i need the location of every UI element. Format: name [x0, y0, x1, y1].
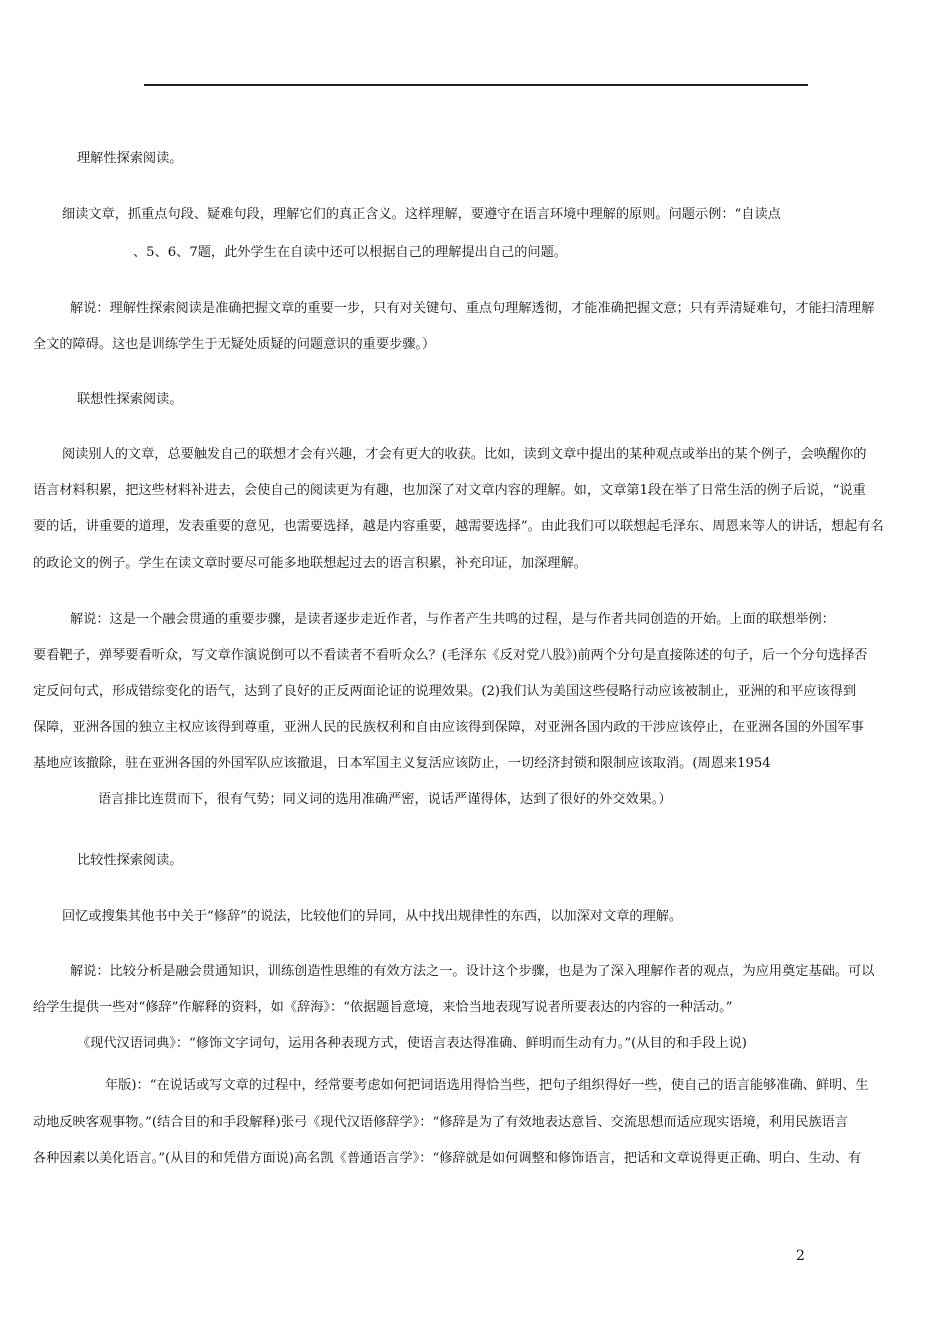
heading-comparison-reading: 比较性探索阅读。: [77, 853, 183, 868]
paragraph-line: 解说：理解性探索阅读是准确把握文章的重要一步，只有对关键句、重点句理解透彻，才能准确把握文意；只有弄清疑难句，才能扫清理解: [70, 301, 875, 316]
paragraph-line: 要看靶子，弹琴要看听众，写文章作演说倒可以不看读者不看听众么？(毛泽东《反对党八股》)前两个分句是直接陈述的句子，后一个分句选择否: [33, 648, 868, 663]
paragraph-line: 保障，亚洲各国的独立主权应该得到尊重，亚洲人民的民族权利和自由应该得到保障，对亚洲各国内政的干涉应该停止，在亚洲各国的外国军事: [33, 720, 864, 735]
paragraph-line: 动地反映客观事物。”(结合目的和手段解释)张弓《现代汉语修辞学》：“修辞是为了有效地表达意旨、交流思想而适应现实语境，利用民族语言: [33, 1115, 849, 1130]
paragraph-line: 、5、6、7题，此外学生在自读中还可以根据自己的理解提出自己的问题。: [133, 245, 567, 260]
paragraph-line: 《现代汉语词典》：“修饰文字词句，运用各种表现方式，使语言表达得准确、鲜明而生动有力。”(从目的和手段上说): [77, 1036, 747, 1051]
paragraph-line: 细读文章，抓重点句段、疑难句段，理解它们的真正含义。这样理解，要遵守在语言环境中理解的原则。问题示例：“自读点: [62, 207, 781, 222]
paragraph-line: 基地应该撤除，驻在亚洲各国的外国军队应该撤退，日本军国主义复活应该防止，一切经济封锁和限制应该取消。(周恩来1954: [33, 756, 771, 771]
paragraph-line: 语言材料积累，把这些材料补进去，会使自己的阅读更为有趣，也加深了对文章内容的理解。如，文章第1段在举了日常生活的例子后说，“说重: [33, 483, 866, 498]
paragraph-line: 解说：这是一个融会贯通的重要步骤，是读者逐步走近作者，与作者产生共鸣的过程，是与作者共同创造的开始。上面的联想举例：: [70, 612, 835, 627]
header-rule: [144, 84, 808, 86]
paragraph-line: 阅读别人的文章，总要触发自己的联想才会有兴趣，才会有更大的收获。比如，读到文章中提出的某种观点或举出的某个例子，会唤醒你的: [62, 447, 867, 462]
paragraph-line: 语言排比连贯而下，很有气势；同义词的选用准确严密，说话严谨得体，达到了很好的外交效果。）: [98, 792, 672, 807]
heading-association-reading: 联想性探索阅读。: [77, 392, 183, 407]
paragraph-line: 要的话，讲重要的道理，发表重要的意见，也需要选择，越是内容重要，越需要选择”。由此我们可以联想起毛泽东、周恩来等人的讲话，想起有名: [33, 519, 884, 534]
paragraph-line: 解说：比较分析是融会贯通知识，训练创造性思维的有效方法之一。设计这个步骤，也是为了深入理解作者的观点，为应用奠定基础。可以: [70, 964, 875, 979]
heading-comprehension-reading: 理解性探索阅读。: [77, 151, 183, 166]
page-number: 2: [796, 1248, 805, 1264]
paragraph-line: 回忆或搜集其他书中关于“修辞”的说法，比较他们的异同，从中找出规律性的东西，以加深对文章的理解。: [62, 909, 683, 924]
paragraph-line: 全文的障碍。这也是训练学生于无疑处质疑的问题意识的重要步骤。）: [33, 337, 436, 352]
paragraph-line: 各种因素以美化语言。”(从目的和凭借方面说)高名凯《普通语言学》：“修辞就是如何调整和修饰语言，把话和文章说得更正确、明白、生动、有: [33, 1151, 862, 1166]
paragraph-line: 给学生提供一些对“修辞”作解释的资料，如《辞海》：“依据题旨意境，来恰当地表现写说者所要表达的内容的一种活动。”: [33, 1000, 733, 1015]
paragraph-line: 年版)：“在说话或写文章的过程中，经常要考虑如何把词语选用得恰当些，把句子组织得好一些，使自己的语言能够准确、鲜明、生: [105, 1078, 869, 1093]
paragraph-line: 的政论文的例子。学生在读文章时要尽可能多地联想起过去的语言积累，补充印证，加深理解。: [33, 556, 587, 571]
paragraph-line: 定反问句式，形成错综变化的语气，达到了良好的正反两面论证的说理效果。(2)我们认为美国这些侵略行动应该被制止，亚洲的和平应该得到: [33, 684, 857, 699]
